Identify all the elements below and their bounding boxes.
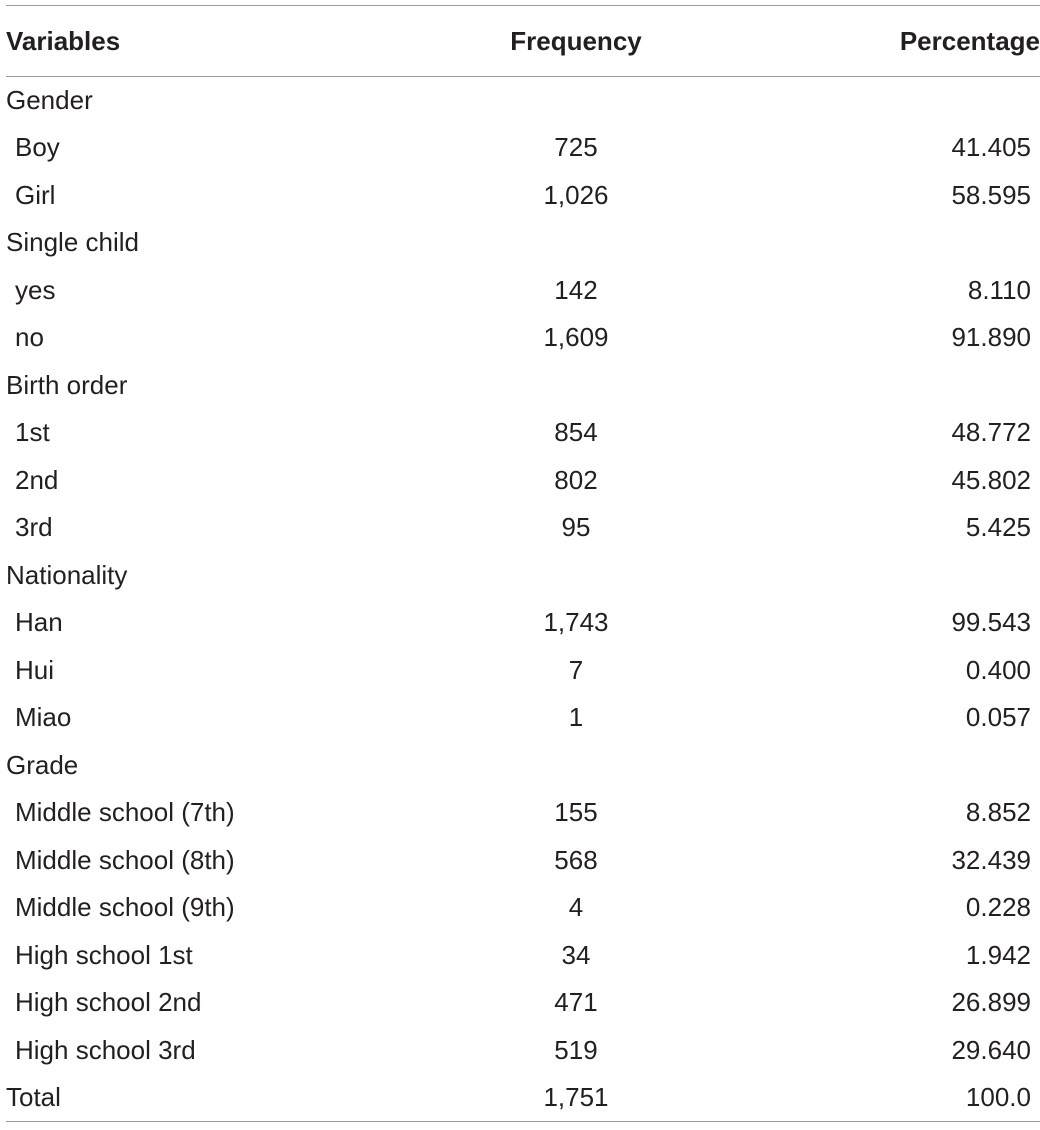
- frequency-cell: 4: [568, 892, 584, 923]
- table-row: [6, 172, 1040, 220]
- frequency-cell: 802: [554, 464, 598, 495]
- percentage-cell: 58.595: [951, 179, 1031, 210]
- table-body: [6, 77, 1040, 1122]
- frequency-cell: 519: [554, 1034, 598, 1065]
- variable-label: 3rd: [15, 512, 53, 543]
- variable-label: High school 1st: [15, 939, 193, 970]
- percentage-cell: 29.640: [951, 1034, 1031, 1065]
- percentage-cell: 91.890: [951, 322, 1031, 353]
- frequency-cell: 854: [554, 417, 598, 448]
- table-row: [6, 932, 1040, 980]
- table-row: [6, 504, 1040, 552]
- percentage-cell: [726, 362, 1040, 410]
- table-row: [6, 837, 1040, 885]
- frequency-cell: 471: [554, 987, 598, 1018]
- table-row: [6, 789, 1040, 837]
- frequency-cell: 725: [554, 132, 598, 163]
- frequency-cell: [426, 219, 726, 267]
- percentage-cell: 8.852: [965, 797, 1031, 828]
- table-row: [6, 457, 1040, 505]
- variable-label: Middle school (7th): [15, 797, 235, 828]
- frequency-cell: 7: [568, 654, 584, 685]
- table-row: [6, 124, 1040, 172]
- header-variables: Variables: [6, 25, 121, 56]
- percentage-cell: 0.057: [965, 702, 1031, 733]
- category-row-grade: [6, 742, 1040, 790]
- category-row-birth-order: [6, 362, 1040, 410]
- total-row: [6, 1074, 1040, 1122]
- table-row: [6, 647, 1040, 695]
- frequency-cell: 1: [568, 702, 584, 733]
- percentage-cell: 45.802: [951, 464, 1031, 495]
- percentage-cell: [726, 219, 1040, 267]
- variable-label: 2nd: [15, 464, 59, 495]
- frequency-cell: 568: [554, 844, 598, 875]
- total-label: Total: [6, 1082, 61, 1112]
- frequency-cell: [426, 362, 726, 410]
- frequency-cell: 1,743: [543, 607, 609, 638]
- table-row: [6, 599, 1040, 647]
- percentage-cell: 1.942: [965, 939, 1031, 970]
- variable-label: High school 3rd: [15, 1034, 196, 1065]
- category-row-single-child: [6, 219, 1040, 267]
- percentage-cell: [726, 552, 1040, 600]
- category-row-gender: [6, 77, 1040, 125]
- frequency-cell: 95: [561, 512, 591, 543]
- table-row: [6, 1027, 1040, 1075]
- frequency-cell: 155: [554, 797, 598, 828]
- table-row: [6, 694, 1040, 742]
- frequency-cell: [426, 77, 726, 125]
- category-row-nationality: [6, 552, 1040, 600]
- percentage-cell: [726, 742, 1040, 790]
- percentage-cell: [726, 77, 1040, 125]
- frequency-cell: 1,026: [543, 179, 609, 210]
- percentage-cell: 8.110: [967, 274, 1031, 305]
- total-frequency: 1,751: [543, 1082, 609, 1112]
- table-container: [0, 5, 1040, 1130]
- frequency-cell: 34: [561, 939, 591, 970]
- total-percentage: 100.0: [965, 1082, 1031, 1112]
- category-label: Grade: [6, 749, 79, 780]
- variable-label: Hui: [15, 654, 55, 685]
- frequency-cell: [426, 742, 726, 790]
- variable-label: Middle school (9th): [15, 892, 235, 923]
- percentage-cell: 99.543: [951, 607, 1031, 638]
- table-row: [6, 409, 1040, 457]
- header-row: [6, 6, 1040, 77]
- percentage-cell: 41.405: [951, 132, 1031, 163]
- percentage-cell: 5.425: [965, 512, 1031, 543]
- frequency-cell: [426, 552, 726, 600]
- category-label: Nationality: [6, 559, 128, 590]
- frequency-cell: 1,609: [543, 322, 609, 353]
- table-row: [6, 314, 1040, 362]
- percentage-cell: 48.772: [951, 417, 1031, 448]
- variable-label: no: [15, 322, 44, 353]
- variable-label: Middle school (8th): [15, 844, 235, 875]
- variable-label: 1st: [15, 417, 50, 448]
- category-label: Gender: [6, 85, 93, 115]
- frequency-cell: 142: [554, 274, 598, 305]
- percentage-cell: 0.228: [965, 892, 1031, 923]
- variable-label: yes: [15, 274, 56, 305]
- percentage-cell: 32.439: [951, 844, 1031, 875]
- variable-label: Miao: [15, 702, 72, 733]
- category-label: Birth order: [6, 369, 128, 400]
- header-percentage: Percentage: [899, 25, 1040, 56]
- demographics-table: [6, 5, 1040, 1122]
- variable-label: High school 2nd: [15, 987, 202, 1018]
- category-label: Single child: [6, 227, 139, 258]
- variable-label: Girl: [15, 179, 56, 210]
- table-row: [6, 979, 1040, 1027]
- table-header: [6, 6, 1040, 77]
- percentage-cell: 0.400: [965, 654, 1031, 685]
- variable-label: Boy: [15, 132, 60, 163]
- table-row: [6, 884, 1040, 932]
- variable-label: Han: [15, 607, 63, 638]
- table-row: [6, 267, 1040, 315]
- percentage-cell: 26.899: [951, 987, 1031, 1018]
- header-frequency: Frequency: [510, 25, 642, 56]
